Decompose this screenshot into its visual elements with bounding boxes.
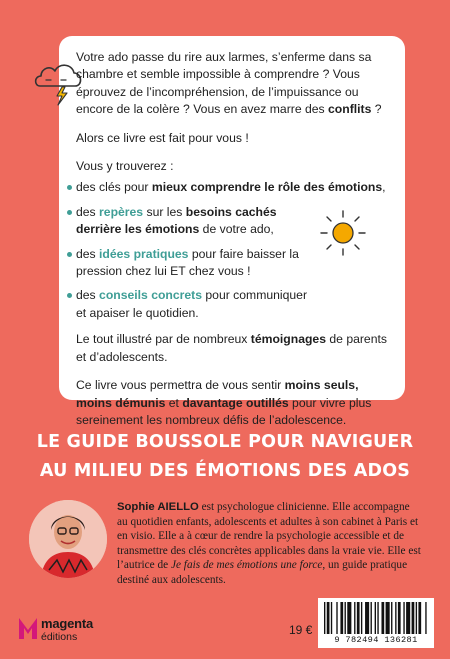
barcode-bar xyxy=(377,602,378,634)
barcode-bar xyxy=(403,602,404,634)
barcode-bar xyxy=(406,602,410,634)
barcode-bar xyxy=(336,602,337,634)
barcode-bar xyxy=(416,602,417,634)
author-bio: Sophie AIELLO est psychologue clinicienne. Elle accompagne au quotidien enfants, adolescents et adultes à son cabinet à Paris et en visio. Elle a à cœur de rendre la psychologie accessible et de transmettre des clés concrètes applicables dans la vraie vie. Elle est l’autrice de Je fais de mes émotions une force, un guide pratique destiné aux adolescents. xyxy=(117,501,421,586)
author-name: Sophie AIELLO xyxy=(117,501,199,513)
cover-headline xyxy=(0,428,450,486)
isbn-number: 9 782494 136281 xyxy=(334,635,418,645)
author-portrait-icon xyxy=(29,500,107,578)
publisher-name: magenta xyxy=(41,616,94,631)
barcode-bar xyxy=(395,602,396,634)
barcode-bar xyxy=(391,602,392,634)
barcode-bar xyxy=(381,602,384,634)
barcode-bar xyxy=(327,602,330,634)
headline-line-2: AU MILIEU DES ÉMOTIONS DES ADOS xyxy=(39,461,411,481)
intro-paragraph-2: Alors ce livre est fait pour vous ! xyxy=(76,130,249,145)
testimonial-paragraph: Le tout illustré par de nombreux témoignages de parents et d’adolescents. xyxy=(76,332,387,364)
barcode-bar xyxy=(386,602,390,634)
barcode-bar xyxy=(425,602,426,634)
publisher-sub: éditions xyxy=(41,631,78,643)
barcode-bar xyxy=(375,602,376,634)
price-label: 19 € xyxy=(289,623,313,637)
author-avatar xyxy=(29,500,107,578)
barcode-bar xyxy=(398,602,401,634)
list-item: des conseils concrets pour communiquer et apaiser le quotidien. xyxy=(76,287,316,322)
barcode-bar xyxy=(347,602,351,634)
intro-paragraph-3: Vous y trouverez : xyxy=(76,159,174,174)
barcode-bar xyxy=(324,602,325,634)
list-item: des idées pratiques pour faire baisser la pression chez lui ET chez vous ! xyxy=(76,246,316,281)
barcode-bar xyxy=(412,602,415,634)
barcode-bar xyxy=(357,602,360,634)
barcode-bar xyxy=(340,602,343,634)
magenta-logo-icon xyxy=(18,614,38,640)
publisher-logo xyxy=(18,614,98,646)
list-item: des clés pour mieux comprendre le rôle des émotions, xyxy=(76,179,392,196)
list-item: des repères sur les besoins cachés derrière les émotions de votre ado, xyxy=(76,204,316,239)
barcode-bar xyxy=(371,602,372,634)
headline-line-1: LE GUIDE BOUSSOLE POUR NAVIGUER xyxy=(36,432,414,452)
barcode-bar xyxy=(354,602,355,634)
barcode-bar xyxy=(365,602,369,634)
intro-paragraph-1: Votre ado passe du rire aux larmes, s’enferme dans sa chambre et semble impossible à comprendre ? Vous éprouvez de l’incompréhension, de l’impuissance ou encore de la colère ? Vous en avez marre des conflits ? xyxy=(76,50,382,117)
barcode-bar xyxy=(418,602,421,634)
barcode-bar xyxy=(361,602,362,634)
isbn-barcode xyxy=(318,598,434,648)
barcode-bar xyxy=(345,602,346,634)
sun-icon xyxy=(318,208,368,258)
barcode-bar xyxy=(331,602,332,634)
closing-paragraph: Ce livre vous permettra de vous sentir moins seuls, moins démunis et davantage outillés pour vivre plus sereinement les nombreux défis de l’adolescence. xyxy=(76,378,372,427)
barcode-bars xyxy=(324,602,428,634)
